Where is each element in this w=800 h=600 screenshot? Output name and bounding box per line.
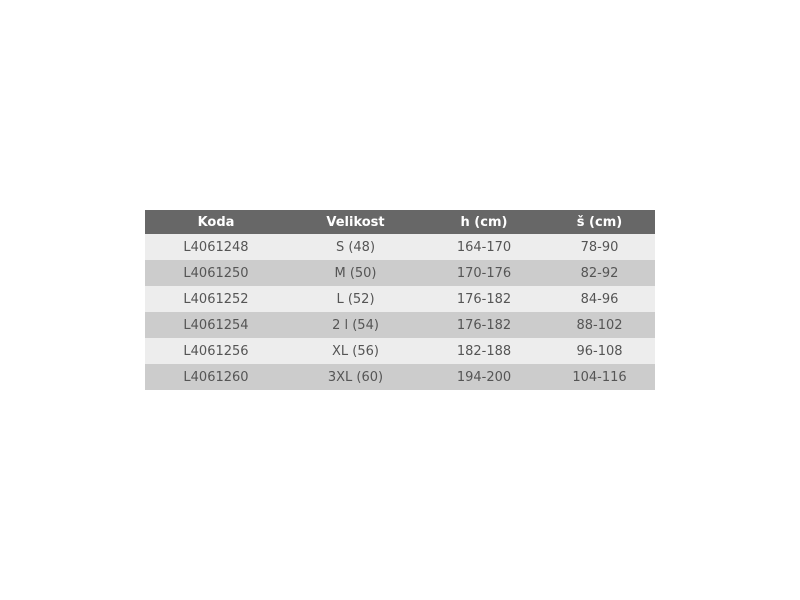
- cell-width: 82-92: [580, 265, 619, 281]
- cell-velikost: S (48): [335, 239, 376, 255]
- table-row: [145, 286, 655, 312]
- size-table: [145, 210, 655, 390]
- table-header: [145, 210, 655, 234]
- cell-width: 78-90: [580, 239, 619, 255]
- cell-koda: L4061260: [183, 369, 249, 385]
- table-row: [145, 364, 655, 390]
- cell-height: 170-176: [456, 265, 512, 281]
- cell-koda: L4061248: [183, 239, 249, 255]
- cell-velikost: M (50): [334, 265, 377, 281]
- cell-width: 104-116: [572, 369, 627, 385]
- table-row: [145, 260, 655, 286]
- cell-velikost: 2 l (54): [332, 317, 379, 333]
- table-row: [145, 338, 655, 364]
- header-velikost: Velikost: [326, 214, 385, 230]
- cell-height: 182-188: [456, 343, 512, 359]
- cell-height: 194-200: [456, 369, 512, 385]
- cell-velikost: L (52): [336, 291, 375, 307]
- header-koda: Koda: [197, 214, 235, 230]
- cell-koda: L4061256: [183, 343, 249, 359]
- cell-height: 164-170: [456, 239, 512, 255]
- header-height: h (cm): [460, 214, 508, 230]
- cell-width: 84-96: [580, 291, 619, 307]
- cell-koda: L4061254: [183, 317, 249, 333]
- header-width: š (cm): [576, 214, 623, 230]
- table-row: [145, 312, 655, 338]
- header-row: [145, 210, 655, 234]
- table-row: [145, 234, 655, 260]
- cell-koda: L4061252: [183, 291, 249, 307]
- cell-width: 88-102: [576, 317, 623, 333]
- cell-velikost: XL (56): [332, 343, 379, 359]
- cell-width: 96-108: [576, 343, 623, 359]
- cell-koda: L4061250: [183, 265, 249, 281]
- cell-velikost: 3XL (60): [327, 369, 384, 385]
- cell-height: 176-182: [456, 291, 512, 307]
- table-body: [145, 234, 655, 390]
- cell-height: 176-182: [456, 317, 512, 333]
